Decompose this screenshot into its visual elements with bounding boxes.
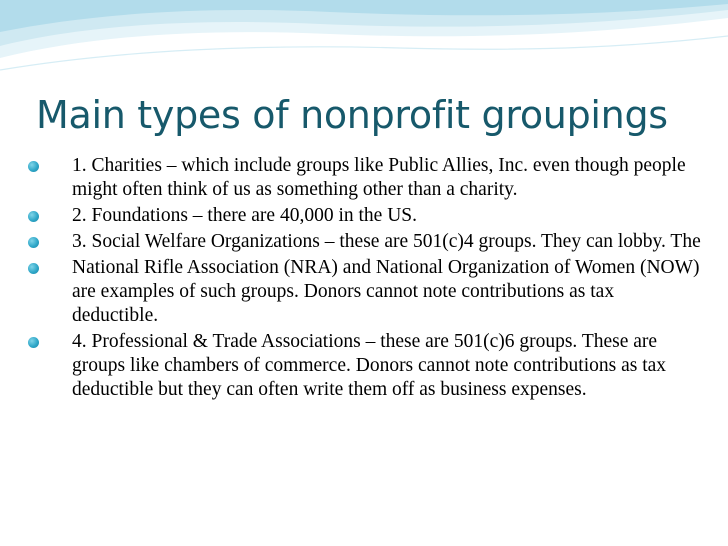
wave-line [0,36,728,70]
bullet-text: 4. Professional & Trade Associations – these are 501(c)6 groups. These are groups like chambers of commerce. Donors cannot note contributions as tax deductible but they can often write them off as business expenses. [72,331,667,400]
slide-title: Main types of nonprofit groupings [36,93,668,137]
bullet-icon [28,161,39,172]
wave-decoration [0,0,728,90]
bullet-item-charities [22,154,702,202]
bullet-text: National Rifle Association (NRA) and National Organization of Women (NOW) are examples of such groups. Donors cannot note contributions as tax deductible. [72,257,700,326]
bullet-icon [28,337,39,348]
bullet-list [22,154,702,404]
bullet-icon [28,263,39,274]
bullet-icon [28,211,39,222]
bullet-text: 1. Charities – which include groups like Public Allies, Inc. even though people might often think of us as something other than a charity. [72,155,686,200]
bullet-item-professional-trade [22,330,702,402]
bullet-item-nra-now [22,256,702,328]
bullet-text: 2. Foundations – there are 40,000 in the US. [72,205,417,226]
bullet-text: 3. Social Welfare Organizations – these are 501(c)4 groups. They can lobby. The [72,231,701,252]
bullet-item-foundations [22,204,702,228]
bullet-item-social-welfare [22,230,702,254]
bullet-icon [28,237,39,248]
